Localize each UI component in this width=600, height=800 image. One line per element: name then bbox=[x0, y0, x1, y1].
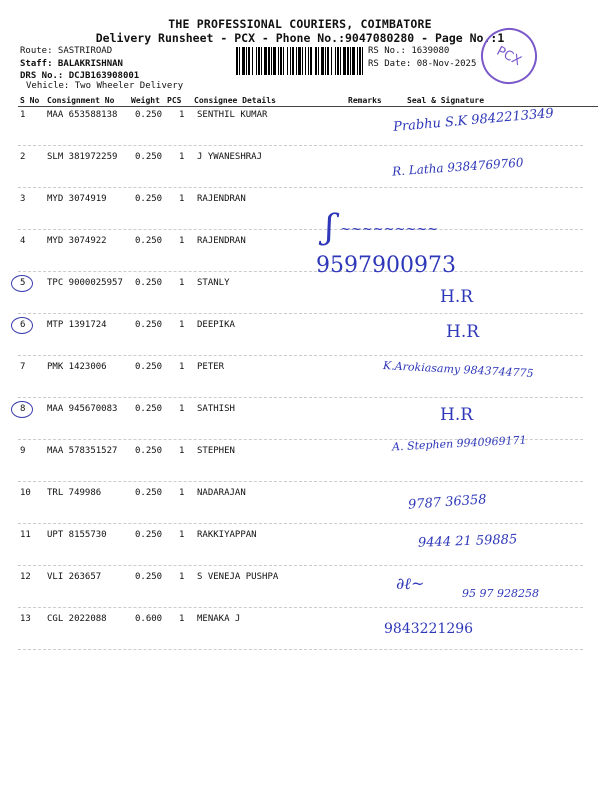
route: Route: SASTRIROAD bbox=[20, 46, 113, 56]
signature-row-2: R. Latha 9384769760 bbox=[391, 155, 524, 179]
consignment-cell: VLI 263657 bbox=[47, 572, 102, 582]
row-divider bbox=[18, 397, 583, 398]
sno-cell: 3 bbox=[20, 194, 26, 204]
consignment-cell: CGL 2022088 bbox=[47, 614, 107, 624]
row-divider bbox=[18, 355, 583, 356]
signature-row-4: 9597900973 bbox=[316, 253, 456, 278]
sno-cell: 8 bbox=[20, 404, 25, 414]
table-row bbox=[18, 488, 598, 502]
col-consignment: Consignment No bbox=[47, 96, 115, 105]
consignee-cell: STEPHEN bbox=[197, 446, 235, 456]
row-divider bbox=[18, 481, 583, 482]
rs-date: RS Date: 08-Nov-2025 bbox=[368, 58, 477, 69]
consignment-cell: TPC 9000025957 bbox=[47, 278, 123, 288]
consignee-cell: J YWANESHRAJ bbox=[197, 152, 263, 162]
table-row bbox=[18, 194, 598, 208]
weight-cell: 0.600 bbox=[135, 614, 163, 624]
pcx-stamp: PCX bbox=[471, 18, 547, 94]
sno-cell: 7 bbox=[20, 362, 26, 372]
row-divider bbox=[18, 607, 583, 608]
pcs-cell: 1 bbox=[179, 572, 185, 582]
vehicle: Vehicle: Two Wheeler Delivery bbox=[26, 81, 184, 91]
table-row bbox=[18, 572, 598, 586]
runsheet-title: Delivery Runsheet - PCX - Phone No.:9047080280 - Page No.:1 bbox=[95, 31, 505, 45]
consignment-cell: MAA 653588138 bbox=[47, 110, 118, 120]
consignee-cell: DEEPIKA bbox=[197, 320, 235, 330]
drs-number: DRS No.: DCJB163908001 bbox=[20, 71, 140, 81]
weight-cell: 0.250 bbox=[135, 110, 163, 120]
signature-row-1: Prabhu S.K 9842213349 bbox=[392, 106, 555, 135]
col-pcs: PCS bbox=[167, 96, 182, 105]
consignee-cell: PETER bbox=[197, 362, 225, 372]
weight-cell: 0.250 bbox=[135, 530, 163, 540]
pcs-cell: 1 bbox=[179, 614, 185, 624]
signature-row-7: K.Arokiasamy 9843744775 bbox=[382, 359, 534, 380]
table-row bbox=[18, 404, 598, 418]
barcode bbox=[236, 47, 364, 75]
tamil-signature-row-4: ~~~~~~~~~ bbox=[340, 222, 439, 237]
signature-row-8: H.R bbox=[440, 405, 474, 425]
col-consignee: Consignee Details bbox=[194, 96, 276, 105]
signature-row-5: H.R bbox=[440, 287, 474, 307]
weight-cell: 0.250 bbox=[135, 446, 163, 456]
pcs-cell: 1 bbox=[179, 152, 185, 162]
col-seal-signature: Seal & Signature bbox=[407, 96, 485, 105]
signature-row-3-mark: ʃ bbox=[325, 207, 335, 247]
header-right bbox=[368, 45, 476, 70]
consignment-cell: MYD 3074919 bbox=[47, 194, 107, 204]
sno-cell: 1 bbox=[20, 110, 26, 120]
weight-cell: 0.250 bbox=[135, 404, 163, 414]
row-divider bbox=[18, 523, 583, 524]
weight-cell: 0.250 bbox=[135, 194, 163, 204]
consignee-cell: S VENEJA PUSHPA bbox=[197, 572, 279, 582]
table-row bbox=[18, 614, 598, 628]
consignment-cell: MYD 3074922 bbox=[47, 236, 107, 246]
weight-cell: 0.250 bbox=[135, 152, 163, 162]
row-divider bbox=[18, 145, 583, 146]
consignee-cell: MENAKA J bbox=[197, 614, 241, 624]
col-remarks: Remarks bbox=[348, 96, 382, 105]
table-row bbox=[18, 320, 598, 334]
row-divider bbox=[18, 271, 583, 272]
consignment-cell: PMK 1423006 bbox=[47, 362, 107, 372]
pcs-cell: 1 bbox=[179, 194, 185, 204]
weight-cell: 0.250 bbox=[135, 362, 163, 372]
pcs-cell: 1 bbox=[179, 110, 185, 120]
row-circle-mark bbox=[11, 317, 33, 334]
sno-cell: 9 bbox=[20, 446, 26, 456]
row-divider bbox=[18, 649, 583, 650]
consignment-cell: TRL 749986 bbox=[47, 488, 102, 498]
pcs-cell: 1 bbox=[179, 488, 185, 498]
consignment-cell: MAA 578351527 bbox=[47, 446, 118, 456]
signature-row-13: 9843221296 bbox=[384, 621, 474, 637]
signature-row-9: A. Stephen 9940969171 bbox=[391, 433, 527, 454]
weight-cell: 0.250 bbox=[135, 236, 163, 246]
signature-row-10: 9787 36358 bbox=[407, 492, 488, 513]
sno-cell: 11 bbox=[20, 530, 31, 540]
pcs-cell: 1 bbox=[179, 362, 185, 372]
header-left bbox=[20, 45, 139, 83]
sno-cell: 6 bbox=[20, 320, 25, 330]
company-title: THE PROFESSIONAL COURIERS, COIMBATORE bbox=[168, 17, 432, 31]
signature-row-11: 9444 21 59885 bbox=[417, 532, 518, 551]
consignment-cell: MAA 945670083 bbox=[47, 404, 118, 414]
consignee-cell: RAJENDRAN bbox=[197, 194, 246, 204]
staff: Staff: BALAKRISHNAN bbox=[20, 58, 123, 69]
pcs-cell: 1 bbox=[179, 530, 185, 540]
row-circle-mark bbox=[11, 275, 33, 292]
table-row bbox=[18, 278, 598, 292]
sno-cell: 4 bbox=[20, 236, 26, 246]
row-divider bbox=[18, 187, 583, 188]
sno-cell: 12 bbox=[20, 572, 31, 582]
consignee-cell: RAKKIYAPPAN bbox=[197, 530, 257, 540]
col-sno: S No bbox=[20, 96, 40, 105]
row-divider bbox=[18, 565, 583, 566]
sno-cell: 13 bbox=[20, 614, 31, 624]
row-circle-mark bbox=[11, 401, 33, 418]
pcs-cell: 1 bbox=[179, 320, 185, 330]
weight-cell: 0.250 bbox=[135, 572, 163, 582]
table-row bbox=[18, 446, 598, 460]
consignment-cell: UPT 8155730 bbox=[47, 530, 107, 540]
weight-cell: 0.250 bbox=[135, 278, 163, 288]
consignee-cell: STANLY bbox=[197, 278, 230, 288]
sno-cell: 2 bbox=[20, 152, 26, 162]
weight-cell: 0.250 bbox=[135, 320, 163, 330]
rs-number: RS No.: 1639080 bbox=[368, 46, 450, 56]
consignment-cell: MTP 1391724 bbox=[47, 320, 107, 330]
sno-cell: 5 bbox=[20, 278, 25, 288]
table-row bbox=[18, 236, 598, 250]
signature-row-6: H.R bbox=[446, 322, 480, 342]
row-divider bbox=[18, 229, 583, 230]
row-divider bbox=[18, 313, 583, 314]
consignment-cell: SLM 381972259 bbox=[47, 152, 118, 162]
sno-cell: 10 bbox=[20, 488, 31, 498]
consignee-cell: RAJENDRAN bbox=[197, 236, 246, 246]
pcs-cell: 1 bbox=[179, 446, 185, 456]
weight-cell: 0.250 bbox=[135, 488, 163, 498]
signature-row-12-mark: ∂ℓ~ bbox=[396, 574, 425, 593]
header-rule bbox=[18, 106, 598, 107]
consignee-cell: SENTHIL KUMAR bbox=[197, 110, 268, 120]
consignee-cell: NADARAJAN bbox=[197, 488, 246, 498]
consignee-cell: SATHISH bbox=[197, 404, 235, 414]
pcs-cell: 1 bbox=[179, 236, 185, 246]
col-weight: Weight bbox=[131, 96, 160, 105]
pcs-cell: 1 bbox=[179, 278, 185, 288]
pcs-cell: 1 bbox=[179, 404, 185, 414]
signature-row-12: 95 97 928258 bbox=[462, 587, 539, 600]
